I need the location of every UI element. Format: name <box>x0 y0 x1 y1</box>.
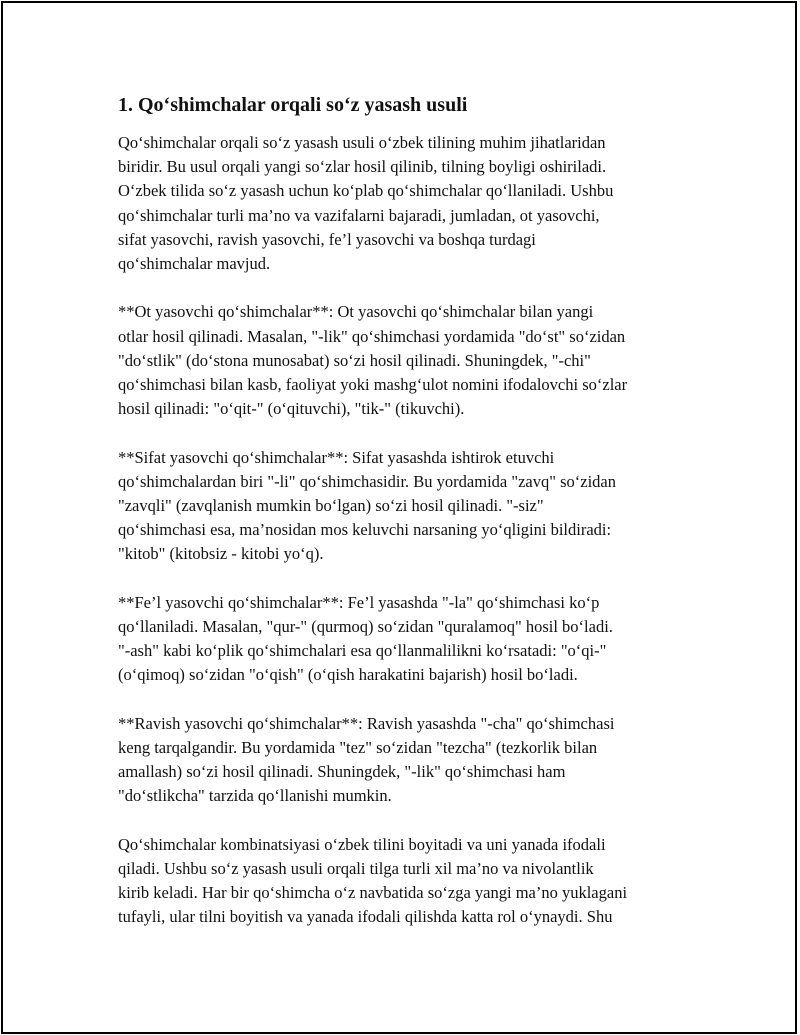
paragraph <box>118 300 688 421</box>
paragraph-line: (o‘qimoq) so‘zidan "o‘qish" (o‘qish harakatini bajarish) hosil bo‘ladi. <box>118 665 578 685</box>
paragraph-line: "zavqli" (zavqlanish mumkin bo‘lgan) so‘zi hosil qilinadi. "-siz" <box>118 496 544 516</box>
paragraph-line: qo‘shimchasi bilan kasb, faoliyat yoki mashg‘ulot nomini ifodalovchi so‘zlar <box>118 375 628 395</box>
paragraph-line: otlar hosil qilinadi. Masalan, "-lik" qo‘shimchasi yordamida "do‘st" so‘zidan <box>118 326 626 346</box>
section-title: 1. Qo‘shimchalar orqali so‘z yasash usuli <box>118 94 468 116</box>
paragraph-line: qo‘shimchasi esa, ma’nosidan mos keluvchi narsaning yo‘qligini bildiradi: <box>118 520 612 540</box>
paragraph-line: qo‘shimchalar turli ma’no va vazifalarni bajaradi, jumladan, ot yasovchi, <box>118 205 600 225</box>
paragraph-line: Qo‘shimchalar orqali so‘z yasash usuli o‘zbek tilining muhim jihatlaridan <box>118 133 606 152</box>
paragraph-line: "-ash" kabi ko‘plik qo‘shimchalari esa qo‘llanmalilikni ko‘rsatadi: "o‘qi-" <box>118 641 607 661</box>
paragraph <box>118 446 688 567</box>
paragraph <box>118 712 688 809</box>
paragraph-line: **Ot yasovchi qo‘shimchalar**: Ot yasovchi qo‘shimchalar bilan yangi <box>118 302 594 322</box>
paragraph-line: "kitob" (kitobsiz - kitobi yo‘q). <box>118 544 324 564</box>
paragraph <box>118 591 688 688</box>
paragraph-line: **Ravish yasovchi qo‘shimchalar**: Ravish yasashda "-cha" qo‘shimchasi <box>118 713 615 733</box>
paragraph-line: qo‘shimchalar mavjud. <box>118 254 271 274</box>
paragraph-line: "do‘stlikcha" tarzida qo‘llanishi mumkin. <box>118 786 392 806</box>
paragraph-line: hosil qilinadi: "o‘qit-" (o‘qituvchi), "tik-" (tikuvchi). <box>118 399 465 419</box>
paragraph-line: Qo‘shimchalar kombinatsiyasi o‘zbek tilini boyitadi va uni yanada ifodali <box>118 834 606 854</box>
paragraph-line: qo‘shimchalardan biri "-li" qo‘shimchasidir. Bu yordamida "zavq" so‘zidan <box>118 471 616 491</box>
paragraph-line: **Fe’l yasovchi qo‘shimchalar**: Fe’l yasashda "-la" qo‘shimchasi ko‘p <box>118 592 600 612</box>
paragraph-line: amallash) so‘zi hosil qilinadi. Shuningdek, "-lik" qo‘shimchasi ham <box>118 762 566 782</box>
document-body <box>118 91 688 954</box>
paragraph-line: qo‘llaniladi. Masalan, "qur-" (qurmoq) so‘zidan "quralamoq" hosil bo‘ladi. <box>118 617 613 637</box>
paragraph-line: keng tarqalgandir. Bu yordamida "tez" so‘zidan "tezcha" (tezkorlik bilan <box>118 738 598 758</box>
paragraph-line: qiladi. Ushbu so‘z yasash usuli orqali tilga turli xil ma’no va nivolantlik <box>118 859 594 879</box>
paragraph-line: biridir. Bu usul orqali yangi so‘zlar hosil qilinib, tilning boyligi oshiriladi. <box>118 157 607 177</box>
paragraph-line: tufayli, ular tilni boyitish va yanada ifodali qilishda katta rol o‘ynaydi. Shu <box>118 907 613 927</box>
paragraph-line: kirib keladi. Har bir qo‘shimcha o‘z navbatida so‘zga yangi ma’no yuklagani <box>118 883 628 903</box>
paragraphs <box>118 131 688 930</box>
paragraph-line: O‘zbek tilida so‘z yasash uchun ko‘plab qo‘shimchalar qo‘llaniladi. Ushbu <box>118 181 614 201</box>
paragraph-line: sifat yasovchi, ravish yasovchi, fe’l yasovchi va boshqa turdagi <box>118 229 536 249</box>
paragraph <box>118 131 688 276</box>
paragraph-line: **Sifat yasovchi qo‘shimchalar**: Sifat yasashda ishtirok etuvchi <box>118 447 555 467</box>
paragraph <box>118 833 688 930</box>
paragraph-line: "do‘stlik" (do‘stona munosabat) so‘zi hosil qilinadi. Shuningdek, "-chi" <box>118 350 591 370</box>
